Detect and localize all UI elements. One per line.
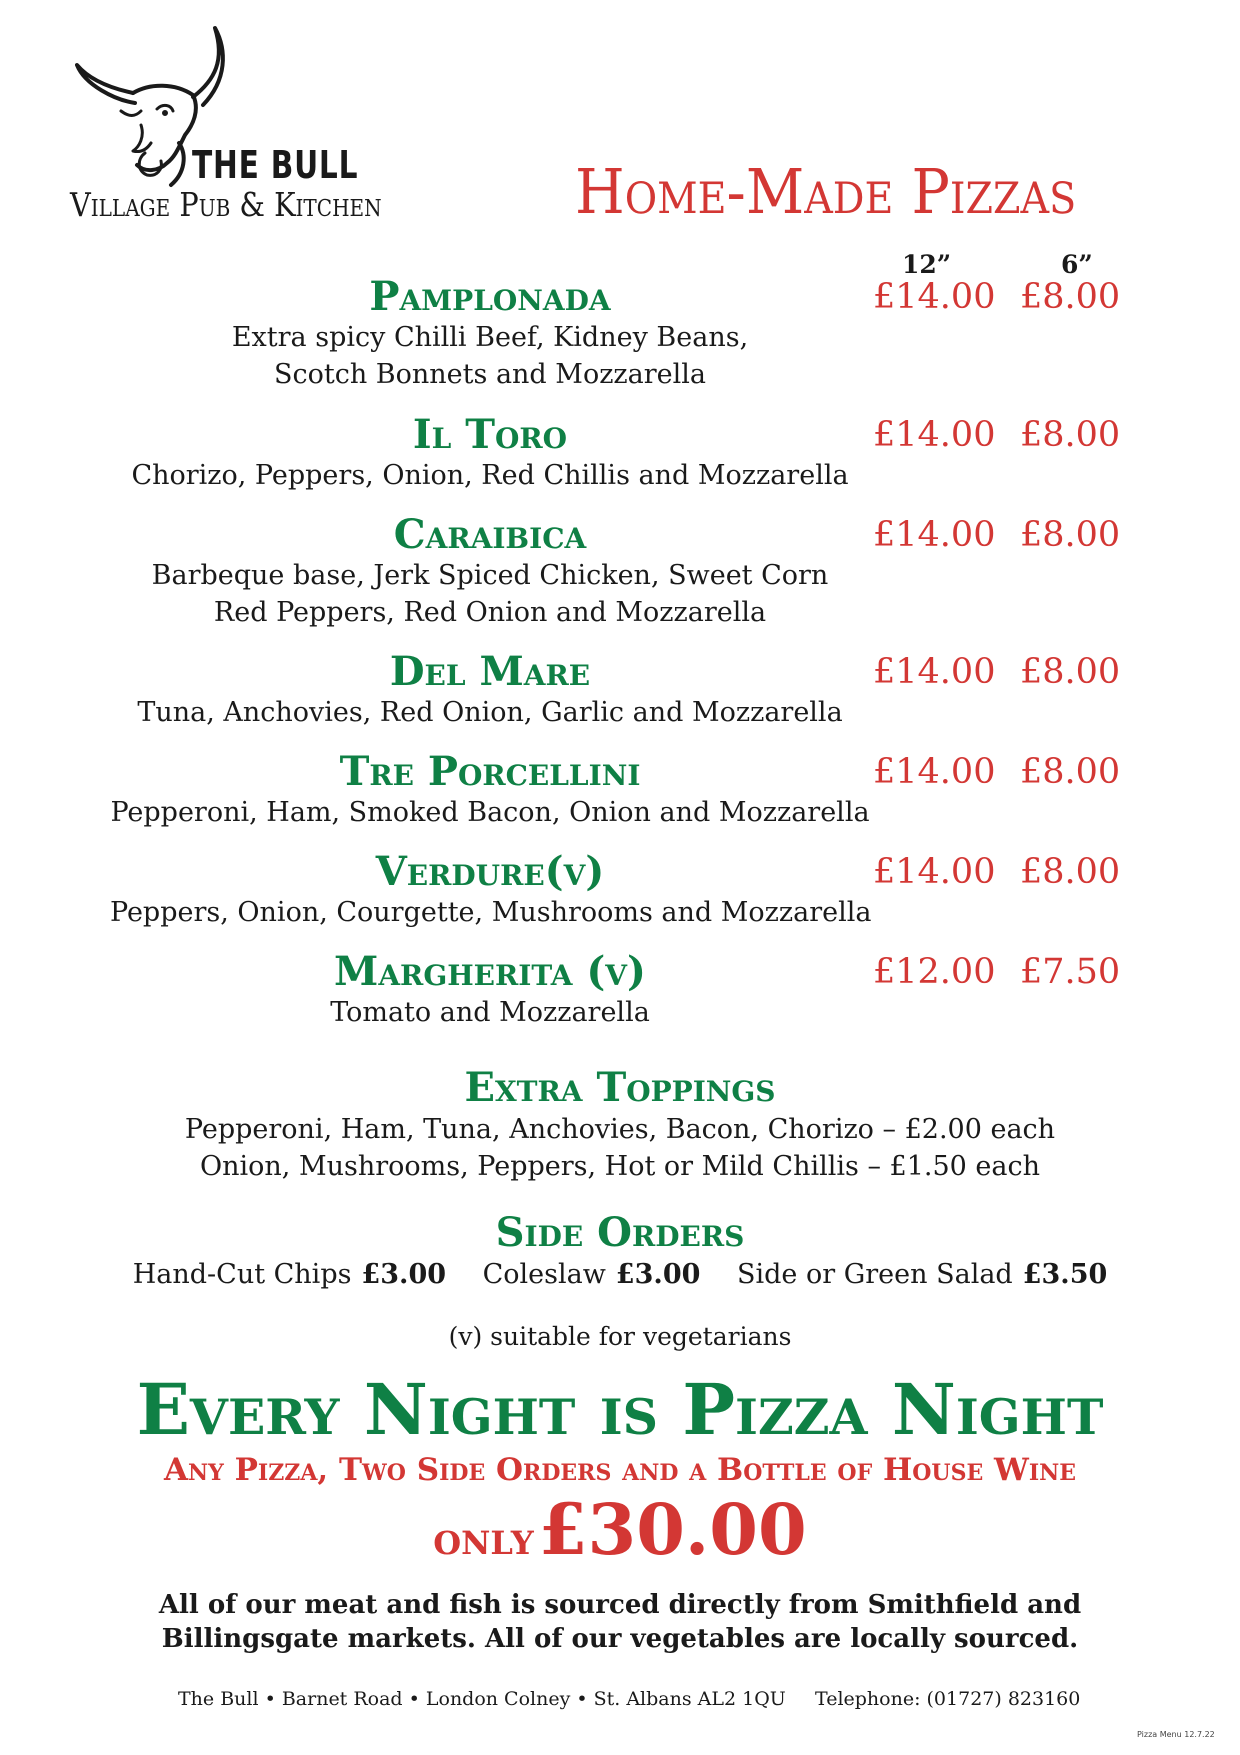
pizza-description: Tuna, Anchovies, Red Onion, Garlic and Mozzarella	[137, 697, 843, 728]
pizza-name: Del Mare	[389, 648, 591, 695]
promo-section	[0, 1370, 1240, 1589]
promo-only-label: only	[433, 1511, 534, 1565]
pizza-description: Extra spicy Chilli Beef, Kidney Beans,	[231, 322, 749, 353]
side-order-item: Hand-Cut Chips £3.00	[132, 1259, 447, 1290]
logo-tagline: Village Pub & Kitchen	[70, 185, 382, 224]
extra-toppings-section	[0, 1065, 1240, 1185]
veg-note: (v) suitable for vegetarians	[448, 1322, 792, 1351]
pizza-item	[110, 850, 870, 931]
pizza-price-6: £8.00	[1020, 515, 1121, 555]
size-header-6: 6”	[1061, 250, 1093, 279]
extra-toppings-title: Extra Toppings	[464, 1064, 776, 1111]
pizza-name: Verdure(v)	[375, 848, 605, 895]
promo-price-row	[0, 1490, 1240, 1589]
side-orders-section	[0, 1210, 1240, 1293]
pizza-price-12: £14.00	[873, 652, 996, 692]
pizza-name: Il Toro	[412, 411, 568, 458]
promo-price: £30.00	[538, 1488, 807, 1571]
pizza-price-12: £14.00	[873, 852, 996, 892]
menu-reference: Pizza Menu 12.7.22	[1137, 1730, 1215, 1739]
sourcing-line: All of our meat and fish is sourced directly from Smithfield and	[158, 1590, 1082, 1620]
menu-title: Home-Made Pizzas	[575, 155, 1077, 228]
pizza-description: Peppers, Onion, Courgette, Mushrooms and Mozzarella	[110, 897, 872, 928]
veg-note-row	[0, 1318, 1240, 1355]
logo	[70, 25, 490, 235]
footer-address: The Bull • Barnet Road • London Colney • St. Albans AL2 1QU	[178, 1688, 786, 1710]
pizza-price-6: £8.00	[1020, 652, 1121, 692]
pizza-price-12: £14.00	[873, 277, 996, 317]
side-orders-title: Side Orders	[495, 1209, 745, 1256]
pizza-price-6: £8.00	[1020, 752, 1121, 792]
pizza-price-12: £14.00	[873, 415, 996, 455]
size-header-12: 12”	[902, 250, 952, 279]
pizza-description: Scotch Bonnets and Mozzarella	[273, 359, 706, 390]
promo-title: Every Night is Pizza Night	[136, 1368, 1104, 1451]
pizza-description: Tomato and Mozzarella	[330, 997, 650, 1028]
pizza-price-12: £12.00	[873, 952, 996, 992]
pizza-name: Tre Porcellini	[339, 748, 641, 795]
pizza-name: Pamplonada	[369, 273, 611, 320]
logo-name: THE BULL	[192, 143, 359, 187]
side-order-item: Coleslaw £3.00	[482, 1259, 701, 1290]
pizza-description: Chorizo, Peppers, Onion, Red Chillis and Mozzarella	[131, 460, 849, 491]
pizza-description: Barbeque base, Jerk Spiced Chicken, Sweet Corn	[151, 560, 829, 591]
sourcing-line: Billingsgate markets. All of our vegetables are locally sourced.	[161, 1624, 1079, 1654]
pizza-price-6: £8.00	[1020, 415, 1121, 455]
extra-toppings-line: Pepperoni, Ham, Tuna, Anchovies, Bacon, Chorizo – £2.00 each	[184, 1114, 1056, 1145]
pizza-price-6: £8.00	[1020, 277, 1121, 317]
sourcing-note	[0, 1588, 1240, 1656]
pizza-price-12: £14.00	[873, 752, 996, 792]
pizza-price-12: £14.00	[873, 515, 996, 555]
side-orders-list	[0, 1256, 1240, 1293]
footer-phone: Telephone: (01727) 823160	[815, 1688, 1081, 1710]
extra-toppings-line: Onion, Mushrooms, Peppers, Hot or Mild Chillis – £1.50 each	[199, 1151, 1041, 1182]
pizza-item	[110, 275, 870, 393]
pizza-item	[110, 413, 870, 494]
promo-subtitle: Any Pizza, Two Side Orders and a Bottle of House Wine	[163, 1452, 1077, 1488]
pizza-price-6: £7.50	[1020, 952, 1121, 992]
pizza-item	[110, 513, 870, 631]
pizza-item	[110, 650, 870, 731]
pizza-item	[110, 750, 870, 831]
side-order-item: Side or Green Salad £3.50	[736, 1259, 1108, 1290]
pizza-price-6: £8.00	[1020, 852, 1121, 892]
pizza-description: Red Peppers, Red Onion and Mozzarella	[213, 597, 767, 628]
pizza-name: Margherita (v)	[334, 948, 646, 995]
pizza-description: Pepperoni, Ham, Smoked Bacon, Onion and Mozzarella	[110, 797, 870, 828]
pizza-item	[110, 950, 870, 1031]
pizza-name: Caraibica	[393, 511, 587, 558]
